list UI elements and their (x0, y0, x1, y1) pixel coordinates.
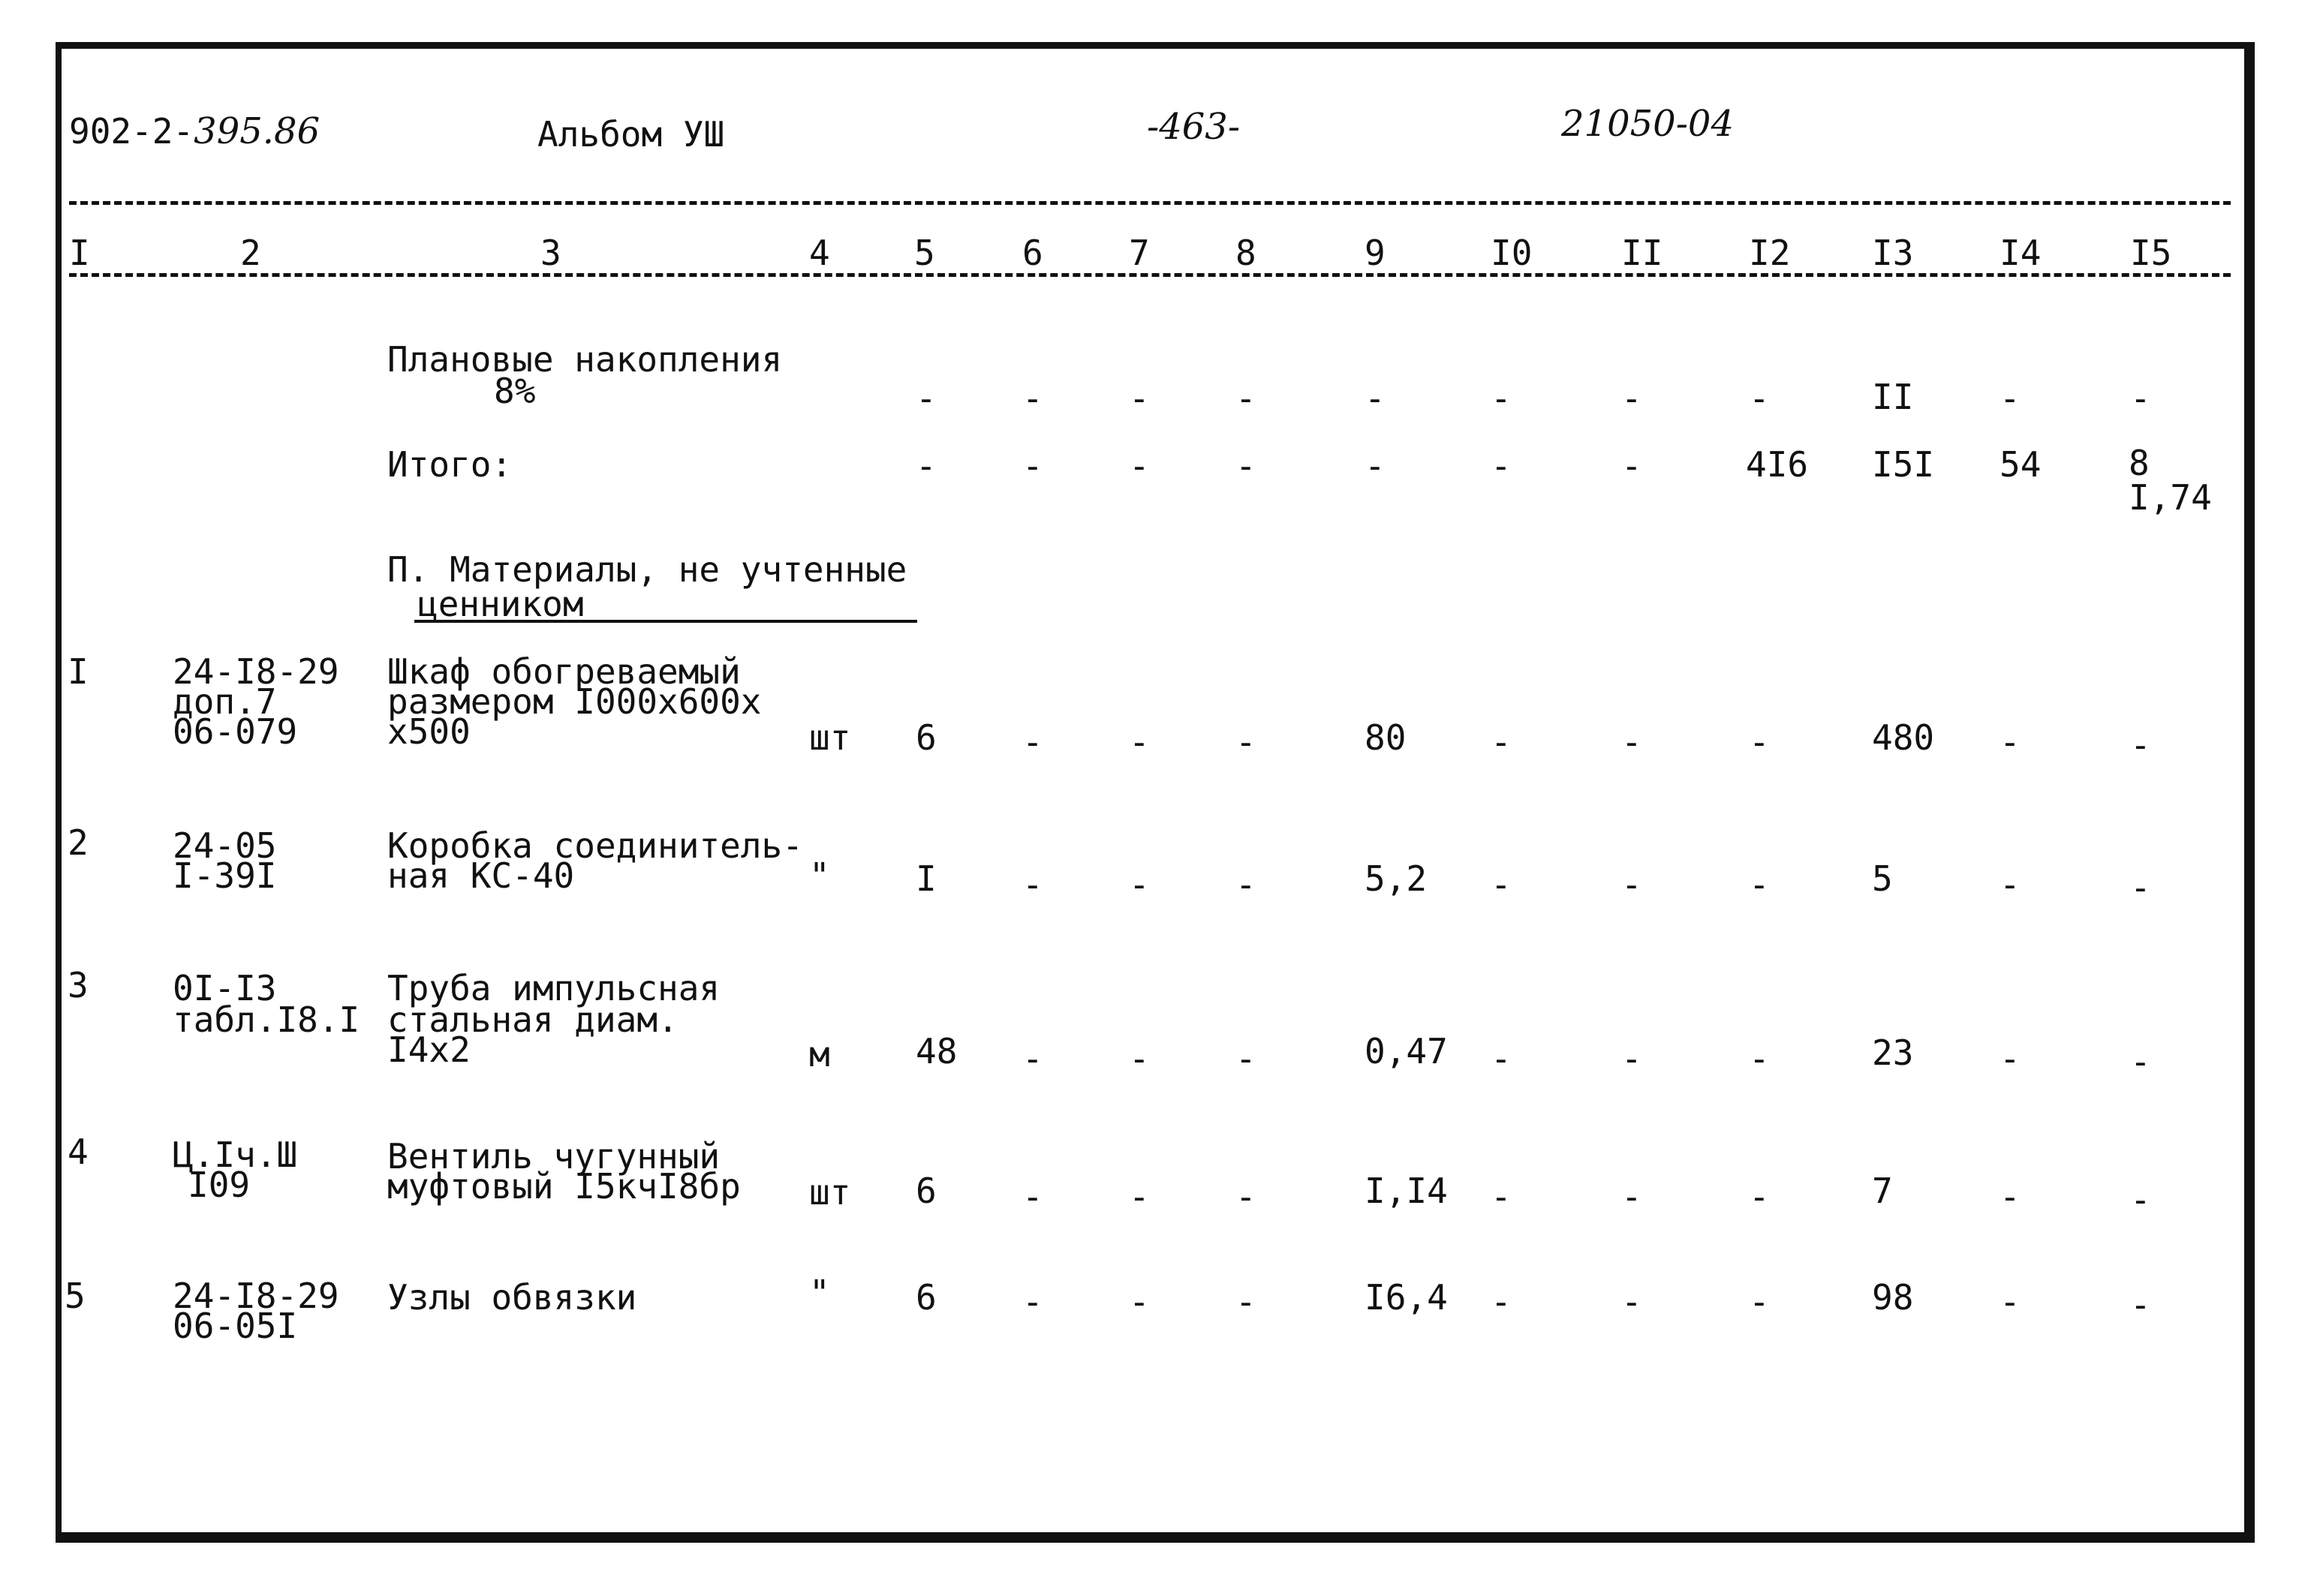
total-cell: - (1235, 446, 1256, 486)
item-cell: - (1235, 1177, 1256, 1217)
item-cell: - (2000, 722, 2021, 762)
item-cell: - (2000, 1177, 2021, 1217)
item-price: 0,47 (1365, 1031, 1448, 1072)
item-name: ная КС-40 (387, 855, 575, 896)
total-cell: - (1022, 446, 1043, 486)
item-cell: - (2130, 1285, 2151, 1325)
item-unit: " (809, 1273, 830, 1313)
item-cell: - (1129, 1282, 1150, 1322)
item-price: 5,2 (1365, 858, 1428, 899)
item-cell: - (1621, 1177, 1642, 1217)
item-cell: - (1235, 722, 1256, 762)
item-cell: - (1621, 1038, 1642, 1079)
col-1: I (69, 233, 90, 273)
col-14: I4 (2000, 233, 2042, 273)
item-cell: - (1621, 864, 1642, 905)
plan-cell: - (1621, 378, 1642, 419)
item-cell: - (2130, 725, 2151, 765)
section-heading-cont: ценником (417, 584, 584, 624)
item-name: Вентиль чугунный (387, 1136, 721, 1177)
section-heading: П. Материалы, не учтенные (387, 549, 907, 590)
item-qty: 48 (916, 1031, 958, 1072)
item-cell: - (1491, 864, 1512, 905)
item-code: Ц.Iч.Ш (173, 1135, 298, 1175)
header-rule-top (69, 201, 2231, 205)
item-cell: - (1129, 1177, 1150, 1217)
plan-cell: - (1491, 378, 1512, 419)
item-cell: - (1129, 864, 1150, 905)
item-cell: - (1022, 722, 1043, 762)
item-cell: - (1749, 1177, 1770, 1217)
col-15: I5 (2130, 233, 2172, 273)
item-number: 4 (68, 1132, 89, 1172)
plan-cell: - (1022, 378, 1043, 419)
col-12: I2 (1749, 233, 1791, 273)
item-code: 06-079 (173, 711, 298, 752)
item-cell: - (1621, 1282, 1642, 1322)
doc-code: 902-2-395.86 (69, 110, 320, 152)
item-qty: 6 (916, 1277, 937, 1318)
item-price: I,I4 (1365, 1171, 1448, 1211)
total-cell-top: 8 (2129, 443, 2150, 483)
item-cell: - (1129, 722, 1150, 762)
col-6: 6 (1022, 233, 1043, 273)
item-unit: м (809, 1034, 830, 1075)
item-sum: 7 (1872, 1171, 1893, 1211)
col-4: 4 (809, 233, 830, 273)
sheet-number: 21050-04 (1561, 103, 1734, 145)
total-cell: 4I6 (1746, 444, 1809, 485)
item-code: 24-05 (173, 825, 277, 866)
item-unit: " (809, 855, 830, 896)
item-cell: - (1749, 1282, 1770, 1322)
item-name: стальная диам. (387, 999, 679, 1040)
item-cell: - (1022, 1282, 1043, 1322)
item-number: 2 (68, 822, 89, 863)
item-cell: - (2130, 867, 2151, 908)
item-code: 24-I8-29 (173, 1276, 339, 1316)
plan-percent: 8% (494, 371, 536, 411)
item-sum: 480 (1872, 717, 1935, 758)
item-cell: - (1235, 1282, 1256, 1322)
plan-cell: - (1235, 378, 1256, 419)
item-cell: - (1749, 864, 1770, 905)
total-cell: - (916, 446, 937, 486)
item-name: размером I000x600x (387, 681, 762, 722)
plan-cell: - (916, 378, 937, 419)
item-name: I4x2 (387, 1029, 471, 1070)
item-cell: - (1022, 1177, 1043, 1217)
col-2: 2 (240, 233, 261, 273)
col-3: 3 (540, 233, 561, 273)
item-cell: - (1749, 722, 1770, 762)
item-code: доп.7 (173, 681, 277, 722)
item-name: Труба импульсная (387, 968, 721, 1008)
col-10: I0 (1491, 233, 1533, 273)
plan-label: Плановые накопления (387, 339, 783, 380)
item-cell: - (1235, 864, 1256, 905)
plan-cell: - (1365, 378, 1386, 419)
item-cell: - (1129, 1038, 1150, 1079)
item-code: I09 (188, 1165, 251, 1205)
col-13: I3 (1872, 233, 1914, 273)
item-cell: - (2000, 1038, 2021, 1079)
item-name: Узлы обвязки (387, 1277, 637, 1318)
item-code: табл.I8.I (173, 999, 360, 1040)
item-cell: - (1022, 1038, 1043, 1079)
item-unit: шт (809, 717, 851, 758)
col-9: 9 (1365, 233, 1386, 273)
col-11: II (1621, 233, 1663, 273)
item-name: x500 (387, 711, 471, 752)
item-cell: - (1491, 1282, 1512, 1322)
total-cell-bottom: I,74 (2129, 477, 2212, 518)
item-price: 80 (1365, 717, 1407, 758)
item-code: 24-I8-29 (173, 651, 339, 692)
page-number: -463- (1147, 106, 1241, 148)
item-name: муфтовый I5кчI8бр (387, 1166, 741, 1207)
total-label: Итого: (387, 444, 513, 485)
item-sum: 98 (1872, 1277, 1914, 1318)
item-sum: 23 (1872, 1032, 1914, 1073)
item-cell: - (1491, 722, 1512, 762)
total-cell: - (1491, 446, 1512, 486)
item-cell: - (1491, 1177, 1512, 1217)
plan-cell: II (1872, 377, 1914, 417)
total-cell: - (1365, 446, 1386, 486)
col-8: 8 (1235, 233, 1256, 273)
total-cell: - (1129, 446, 1150, 486)
item-cell: - (1022, 864, 1043, 905)
item-cell: - (2130, 1180, 2151, 1220)
plan-cell: - (2000, 378, 2021, 419)
item-number: 3 (68, 965, 89, 1005)
item-code: 0I-I3 (173, 968, 277, 1008)
total-cell: I5I (1872, 444, 1935, 485)
item-qty: I (916, 858, 937, 899)
item-qty: 6 (916, 717, 937, 758)
item-code: 06-05I (173, 1306, 298, 1346)
item-cell: - (1491, 1038, 1512, 1079)
header-rule-bottom (69, 273, 2231, 277)
item-qty: 6 (916, 1171, 937, 1211)
col-7: 7 (1129, 233, 1150, 273)
item-cell: - (1621, 722, 1642, 762)
item-cell: - (1235, 1038, 1256, 1079)
item-code: I-39I (173, 855, 277, 896)
item-cell: - (2130, 1041, 2151, 1082)
plan-cell: - (1129, 378, 1150, 419)
total-cell: 54 (2000, 444, 2042, 485)
total-cell: - (1621, 446, 1642, 486)
page-frame (56, 42, 2255, 1543)
item-number: I (68, 651, 89, 692)
item-unit: шт (809, 1172, 851, 1213)
item-cell: - (1749, 1038, 1770, 1079)
section-underline (414, 620, 917, 623)
item-name: Шкаф обогреваемый (387, 651, 741, 692)
item-price: I6,4 (1365, 1277, 1448, 1318)
plan-cell: - (1749, 378, 1770, 419)
plan-cell: - (2130, 378, 2151, 419)
item-cell: - (2000, 864, 2021, 905)
item-cell: - (2000, 1282, 2021, 1322)
item-sum: 5 (1872, 858, 1893, 899)
album-label: Альбом УШ (537, 114, 725, 155)
col-5: 5 (914, 233, 935, 273)
item-name: Коробка соединитель- (387, 825, 803, 866)
item-number: 5 (65, 1276, 86, 1316)
